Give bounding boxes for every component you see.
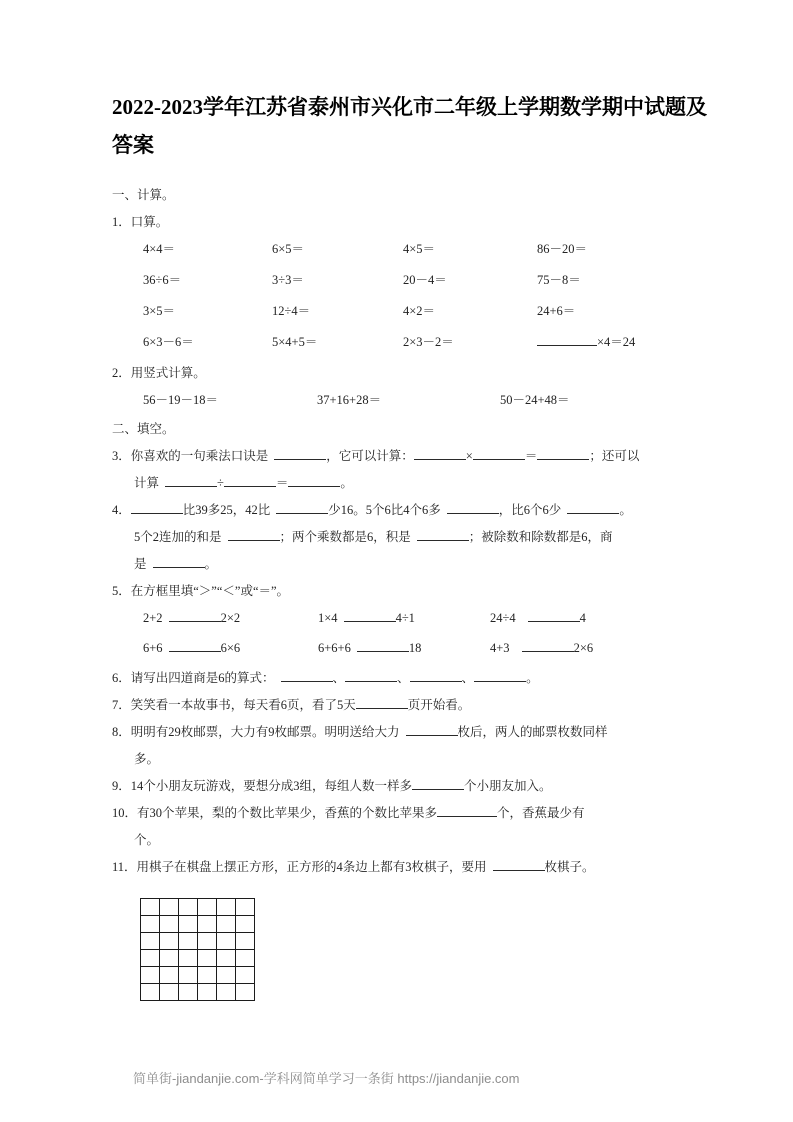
answer-blank[interactable] — [274, 459, 326, 460]
question-3-line2-end: 。 — [340, 476, 353, 490]
arithmetic-cell: 3÷3＝ — [272, 273, 304, 287]
question-4-line2-b: ；两个乘数都是6，积是 — [279, 530, 411, 544]
grid-body — [141, 899, 255, 1001]
question-9-text: 9．14个小朋友玩游戏，要想分成3组，每组人数一样多 — [112, 779, 413, 793]
compare-item — [490, 635, 593, 662]
grid-cell[interactable] — [179, 933, 198, 950]
arithmetic-cell-suffix: ×4＝24 — [597, 335, 636, 349]
question-7-end: 页开始看。 — [407, 698, 471, 712]
answer-blank[interactable] — [169, 621, 221, 622]
grid-cell[interactable] — [236, 933, 255, 950]
compare-item — [318, 635, 421, 662]
arithmetic-cell: 5×4+5＝ — [272, 335, 318, 349]
answer-blank[interactable] — [276, 513, 328, 514]
vertical-calc-row — [112, 387, 690, 416]
question-4-number: 4． — [112, 503, 131, 517]
grid-row — [141, 967, 255, 984]
question-2-label: 2．用竖式计算。 — [112, 366, 206, 380]
equals-sign: ＝ — [524, 449, 538, 463]
answer-blank[interactable] — [153, 567, 205, 568]
arithmetic-cell: 6×3－6＝ — [143, 335, 194, 349]
vertical-calc-item: 56－19－18＝ — [143, 393, 219, 407]
question-4-line3-b: 。 — [204, 557, 218, 571]
grid-cell[interactable] — [141, 916, 160, 933]
answer-blank[interactable] — [169, 651, 221, 652]
grid-cell[interactable] — [198, 984, 217, 1001]
question-8-line2: 多。 — [134, 752, 160, 766]
question-4-text-b: 少16。5个6比4个6多 — [328, 503, 441, 517]
answer-blank[interactable] — [412, 789, 464, 790]
question-6-text: 6．请写出四道商是6的算式： — [112, 671, 275, 685]
arithmetic-row — [112, 236, 690, 267]
grid-cell[interactable] — [198, 933, 217, 950]
arithmetic-row — [112, 329, 690, 360]
grid-cell[interactable] — [217, 950, 236, 967]
answer-blank[interactable] — [224, 486, 276, 487]
answer-blank[interactable] — [537, 345, 597, 346]
question-7 — [112, 692, 690, 719]
grid-cell[interactable] — [217, 984, 236, 1001]
grid-row — [141, 933, 255, 950]
answer-blank[interactable] — [447, 513, 499, 514]
answer-blank[interactable] — [356, 708, 408, 709]
answer-blank[interactable] — [410, 681, 462, 682]
section-heading-one: 一、计算。 — [112, 188, 175, 202]
grid-cell[interactable] — [179, 916, 198, 933]
compare-row — [112, 635, 690, 665]
compare-left: 1×4 — [318, 611, 338, 625]
question-9 — [112, 773, 690, 800]
answer-blank[interactable] — [345, 681, 397, 682]
answer-blank[interactable] — [344, 621, 396, 622]
question-7-text: 7．笑笑看一本故事书，每天看6页，看了5天 — [112, 698, 356, 712]
answer-blank[interactable] — [131, 513, 183, 514]
chessboard-grid — [140, 898, 255, 1001]
footer-watermark: 简单街-jiandanjie.com-学科网简单学习一条街 https://jiandanjie.com — [133, 1071, 520, 1086]
grid-cell[interactable] — [236, 899, 255, 916]
answer-blank[interactable] — [567, 513, 619, 514]
arithmetic-cell: 4×5＝ — [403, 242, 436, 256]
list-separator: 、 — [397, 671, 410, 685]
question-11-text: 11．用棋子在棋盘上摆正方形，正方形的4条边上都有3枚棋子，要用 — [112, 860, 487, 874]
arithmetic-cell: 24+6＝ — [537, 304, 576, 318]
arithmetic-cell: 6×5＝ — [272, 242, 305, 256]
grid-cell[interactable] — [236, 967, 255, 984]
arithmetic-cell: 86－20＝ — [537, 242, 588, 256]
question-3-text-b: ，它可以计算： — [326, 449, 414, 463]
compare-item — [143, 635, 240, 662]
grid-cell[interactable] — [236, 916, 255, 933]
grid-row — [141, 916, 255, 933]
grid-cell[interactable] — [160, 933, 179, 950]
compare-left: 4+3 — [490, 641, 510, 655]
answer-blank[interactable] — [522, 651, 574, 652]
list-separator: 、 — [332, 671, 346, 685]
question-8-text: 8．明明有29枚邮票，大力有9枚邮票。明明送给大力 — [112, 725, 400, 739]
answer-blank[interactable] — [474, 681, 526, 682]
multiply-sign: × — [465, 449, 473, 463]
section-heading-two: 二、填空。 — [112, 422, 175, 436]
question-4-line3 — [112, 551, 690, 578]
compare-right: 6×6 — [220, 641, 241, 655]
question-10 — [112, 800, 690, 827]
grid-cell[interactable] — [236, 984, 255, 1001]
exam-body — [112, 182, 690, 881]
grid-cell[interactable] — [141, 899, 160, 916]
grid-cell[interactable] — [179, 899, 198, 916]
answer-blank[interactable] — [357, 651, 409, 652]
answer-blank[interactable] — [528, 621, 580, 622]
compare-left: 6+6 — [143, 641, 163, 655]
answer-blank[interactable] — [165, 486, 217, 487]
question-9-end: 个小朋友加入。 — [464, 779, 552, 793]
question-3-text-a: 3．你喜欢的一句乘法口诀是 — [112, 449, 269, 463]
grid-cell[interactable] — [217, 916, 236, 933]
grid-cell[interactable] — [141, 933, 160, 950]
compare-row — [112, 605, 690, 635]
question-6-end: 。 — [526, 671, 539, 685]
question-11-end: 枚棋子。 — [544, 860, 595, 874]
arithmetic-cell: 3×5＝ — [143, 304, 176, 318]
grid-cell[interactable] — [217, 899, 236, 916]
compare-right: 4 — [579, 611, 586, 625]
compare-right: 2×2 — [220, 611, 241, 625]
compare-item — [318, 605, 415, 632]
answer-blank[interactable] — [473, 459, 525, 460]
grid-row — [141, 899, 255, 916]
answer-blank[interactable] — [281, 681, 333, 682]
grid-cell[interactable] — [160, 984, 179, 1001]
grid-cell[interactable] — [236, 950, 255, 967]
question-6 — [112, 665, 690, 692]
answer-blank[interactable] — [537, 459, 589, 460]
question-11 — [112, 854, 690, 881]
grid-cell[interactable] — [160, 899, 179, 916]
question-1-label: 1．口算。 — [112, 215, 169, 229]
compare-right: 4÷1 — [395, 611, 415, 625]
arithmetic-cell: 2×3－2＝ — [403, 335, 454, 349]
question-10-line2: 个。 — [134, 833, 160, 847]
question-4 — [112, 497, 690, 524]
answer-blank[interactable] — [493, 870, 545, 871]
grid-cell[interactable] — [141, 984, 160, 1001]
vertical-calc-item: 50－24+48＝ — [500, 393, 570, 407]
vertical-calc-item: 37+16+28＝ — [317, 393, 382, 407]
question-4-line3-a: 是 — [134, 557, 147, 571]
compare-right: 2×6 — [573, 641, 594, 655]
question-10-end: 个，香蕉最少有 — [497, 806, 585, 820]
list-separator: 、 — [461, 671, 475, 685]
compare-right: 18 — [408, 641, 422, 655]
arithmetic-cell: 4×2＝ — [403, 304, 436, 318]
grid-table — [140, 898, 255, 1001]
divide-sign: ÷ — [217, 476, 224, 490]
grid-cell[interactable] — [179, 967, 198, 984]
arithmetic-cell: 75－8＝ — [537, 273, 581, 287]
question-10-text: 10．有30个苹果，梨的个数比苹果少，香蕉的个数比苹果多 — [112, 806, 438, 820]
compare-item — [143, 605, 240, 632]
question-8 — [112, 719, 690, 746]
equals-sign: ＝ — [275, 476, 289, 490]
question-4-line2-a: 5个2连加的和是 — [134, 530, 222, 544]
grid-cell[interactable] — [160, 967, 179, 984]
grid-cell[interactable] — [179, 950, 198, 967]
grid-cell[interactable] — [160, 950, 179, 967]
question-4-text-a: 比39多25，42比 — [182, 503, 271, 517]
question-3 — [112, 443, 690, 470]
answer-blank[interactable] — [437, 816, 497, 817]
grid-cell[interactable] — [198, 950, 217, 967]
arithmetic-row — [112, 298, 690, 329]
grid-cell[interactable] — [198, 967, 217, 984]
question-5-label: 5．在方框里填“＞”“＜”或“＝”。 — [112, 584, 290, 598]
grid-cell[interactable] — [198, 899, 217, 916]
grid-cell[interactable] — [198, 916, 217, 933]
compare-left: 6+6+6 — [318, 641, 351, 655]
compare-item — [490, 605, 586, 632]
arithmetic-cell-with-blank — [537, 329, 635, 356]
answer-blank[interactable] — [417, 540, 469, 541]
grid-cell[interactable] — [179, 984, 198, 1001]
grid-cell[interactable] — [217, 933, 236, 950]
arithmetic-row — [112, 267, 690, 298]
answer-blank[interactable] — [288, 486, 340, 487]
answer-blank[interactable] — [414, 459, 466, 460]
grid-cell[interactable] — [160, 916, 179, 933]
grid-row — [141, 950, 255, 967]
question-4-line2-c: ；被除数和除数都是6，商 — [468, 530, 613, 544]
grid-row — [141, 984, 255, 1001]
question-4-text-d: 。 — [619, 503, 632, 517]
page-title: 2022-2023学年江苏省泰州市兴化市二年级上学期数学期中试题及答案 — [112, 95, 707, 157]
question-4-line2 — [112, 524, 690, 551]
arithmetic-cell: 12÷4＝ — [272, 304, 311, 318]
question-8-end: 枚后，两人的邮票枚数同样 — [457, 725, 608, 739]
grid-cell[interactable] — [141, 967, 160, 984]
compare-left: 24÷4 — [490, 611, 516, 625]
arithmetic-cell: 4×4＝ — [143, 242, 176, 256]
grid-cell[interactable] — [217, 967, 236, 984]
compare-left: 2+2 — [143, 611, 163, 625]
answer-blank[interactable] — [228, 540, 280, 541]
question-4-text-c: ，比6个6少 — [498, 503, 562, 517]
answer-blank[interactable] — [406, 735, 458, 736]
arithmetic-cell: 36÷6＝ — [143, 273, 182, 287]
grid-cell[interactable] — [141, 950, 160, 967]
arithmetic-cell: 20－4＝ — [403, 273, 447, 287]
question-3-line2 — [112, 470, 690, 497]
question-3-line2-prefix: 计算 — [134, 476, 160, 490]
question-3-text-c: ；还可以 — [589, 449, 640, 463]
